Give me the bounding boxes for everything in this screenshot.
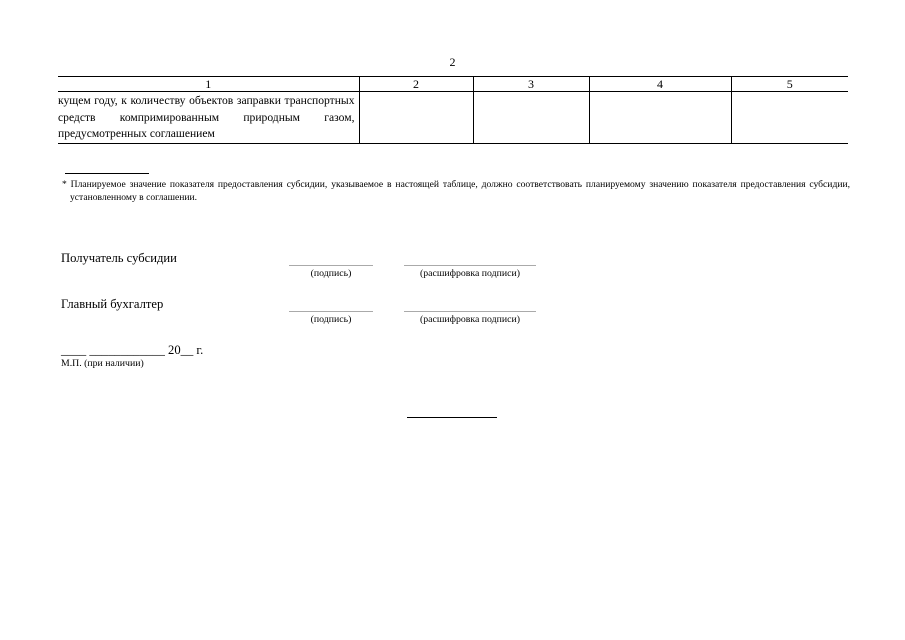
- footnote-text: * Планируемое значение показателя предоставления субсидии, указываемое в настоящей таблице, должно соответствовать планируемому значению показателя предоставления субсидии, установленному в соглашении.: [62, 179, 850, 203]
- recipient-signature-line: [289, 265, 373, 266]
- column-header: 1: [58, 77, 359, 92]
- accountant-signature-caption: (подпись): [310, 314, 352, 325]
- date-line: ____ ____________ 20__ г.: [61, 343, 204, 357]
- footnote-separator: [65, 173, 149, 174]
- table-row: [58, 92, 848, 144]
- column-header: 5: [731, 77, 848, 92]
- accountant-decode-line: [404, 311, 536, 312]
- indicator-name-cell: [58, 92, 359, 144]
- accountant-decode-caption: (расшифровка подписи): [419, 314, 520, 325]
- accountant-signature-line: [289, 311, 373, 312]
- page-number: 2: [449, 55, 456, 69]
- column-header: 3: [473, 77, 589, 92]
- table-cell: [589, 92, 731, 144]
- seal-label: М.П. (при наличии): [61, 358, 144, 369]
- table-cell: [473, 92, 589, 144]
- document-end-rule: [407, 417, 497, 418]
- table-cell: [731, 92, 848, 144]
- recipient-decode-caption: (расшифровка подписи): [419, 268, 520, 279]
- accountant-label: Главный бухгалтер: [61, 297, 164, 311]
- column-header: 2: [359, 77, 473, 92]
- table-cell: [359, 92, 473, 144]
- table-header-row: [58, 77, 848, 92]
- indicator-table: [58, 76, 848, 144]
- recipient-signature-caption: (подпись): [310, 268, 352, 279]
- recipient-label: Получатель субсидии: [61, 251, 177, 265]
- indicator-name-text: кущем году, к количеству объектов заправки транспортных средств компримированным природным газом, предусмотренных соглашением: [58, 94, 355, 140]
- column-header: 4: [589, 77, 731, 92]
- recipient-decode-line: [404, 265, 536, 266]
